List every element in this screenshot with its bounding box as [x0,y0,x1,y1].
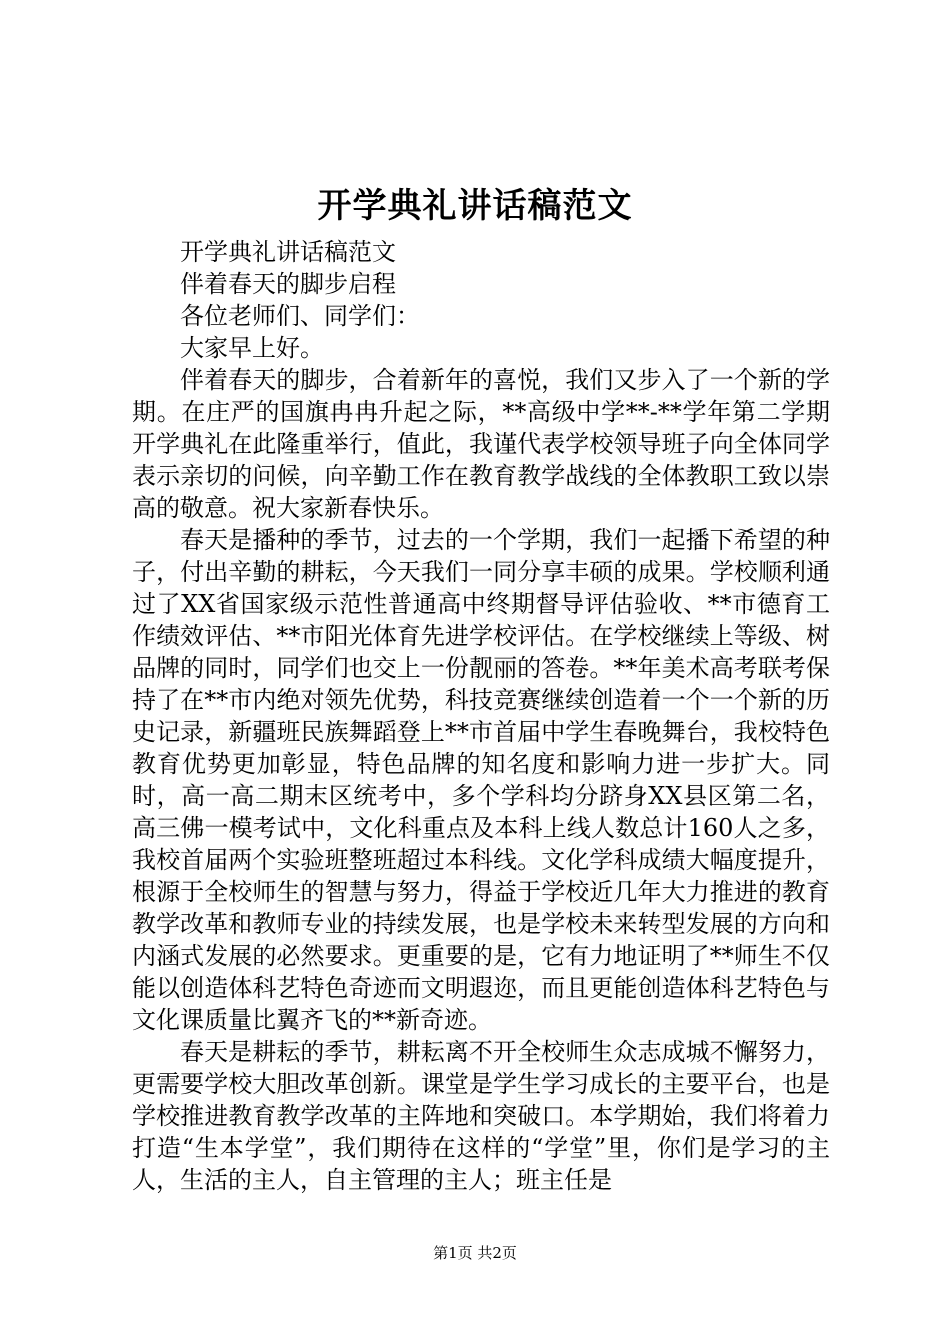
paragraph-theme: 伴着春天的脚步启程 [180,270,396,298]
page-number-footer: 第1页 共2页 [433,1244,517,1262]
paragraph-subtitle: 开学典礼讲话稿范文 [180,238,396,266]
paragraph-body: 春天是耕耘的季节，耕耘离不开全校师生众志成城不懈努力，更需要学校大胆改革创新。课堂是学生学习成长的主要平台，也是学校推进教育教学改革的主阵地和突破口。本学期始，我们将着力打造“生本学堂”，我们期待在这样的“学堂”里，你们是学习的主人，生活的主人，自主管理的主人；班主任是 [132,1038,830,1194]
paragraph-greeting: 大家早上好。 [180,334,324,362]
paragraph-body: 春天是播种的季节，过去的一个学期，我们一起播下希望的种子，付出辛勤的耕耘，今天我们一同分享丰硕的成果。学校顺利通过了XX省国家级示范性普通高中终期督导评估验收、**市德育工作绩效评估、**市阳光体育先进学校评估。在学校继续上等级、树品牌的同时，同学们也交上一份靓丽的答卷。**年美术高考联考保持了在**市内绝对领先优势，科技竞赛继续创造着一个一个新的历史记录，新疆班民族舞蹈登上**市首届中学生春晚舞台，我校特色教育优势更加彰显，特色品牌的知名度和影响力进一步扩大。同时，高一高二期末区统考中，多个学科均分跻身XX县区第二名，高三佛一模考试中，文化科重点及本科上线人数总计160人之多，我校首届两个实验班整班超过本科线。文化学科成绩大幅度提升，根源于全校师生的智慧与努力，得益于学校近几年大力推进的教育教学改革和教师专业的持续发展，也是学校未来转型发展的方向和内涵式发展的必然要求。更重要的是，它有力地证明了**师生不仅能以创造体科艺特色奇迹而文明遐迩，而且更能创造体科艺特色与文化课质量比翼齐飞的**新奇迹。 [132,526,830,1034]
document-title: 开学典礼讲话稿范文 [317,186,633,226]
paragraph-salutation: 各位老师们、同学们： [180,302,420,330]
document-body [132,236,830,1196]
paragraph-body: 伴着春天的脚步，合着新年的喜悦，我们又步入了一个新的学期。在庄严的国旗冉冉升起之际，**高级中学**-**学年第二学期开学典礼在此隆重举行，值此，我谨代表学校领导班子向全体同学表示亲切的问候，向辛勤工作在教育教学战线的全体教职工致以崇高的敬意。祝大家新春快乐。 [132,366,830,522]
